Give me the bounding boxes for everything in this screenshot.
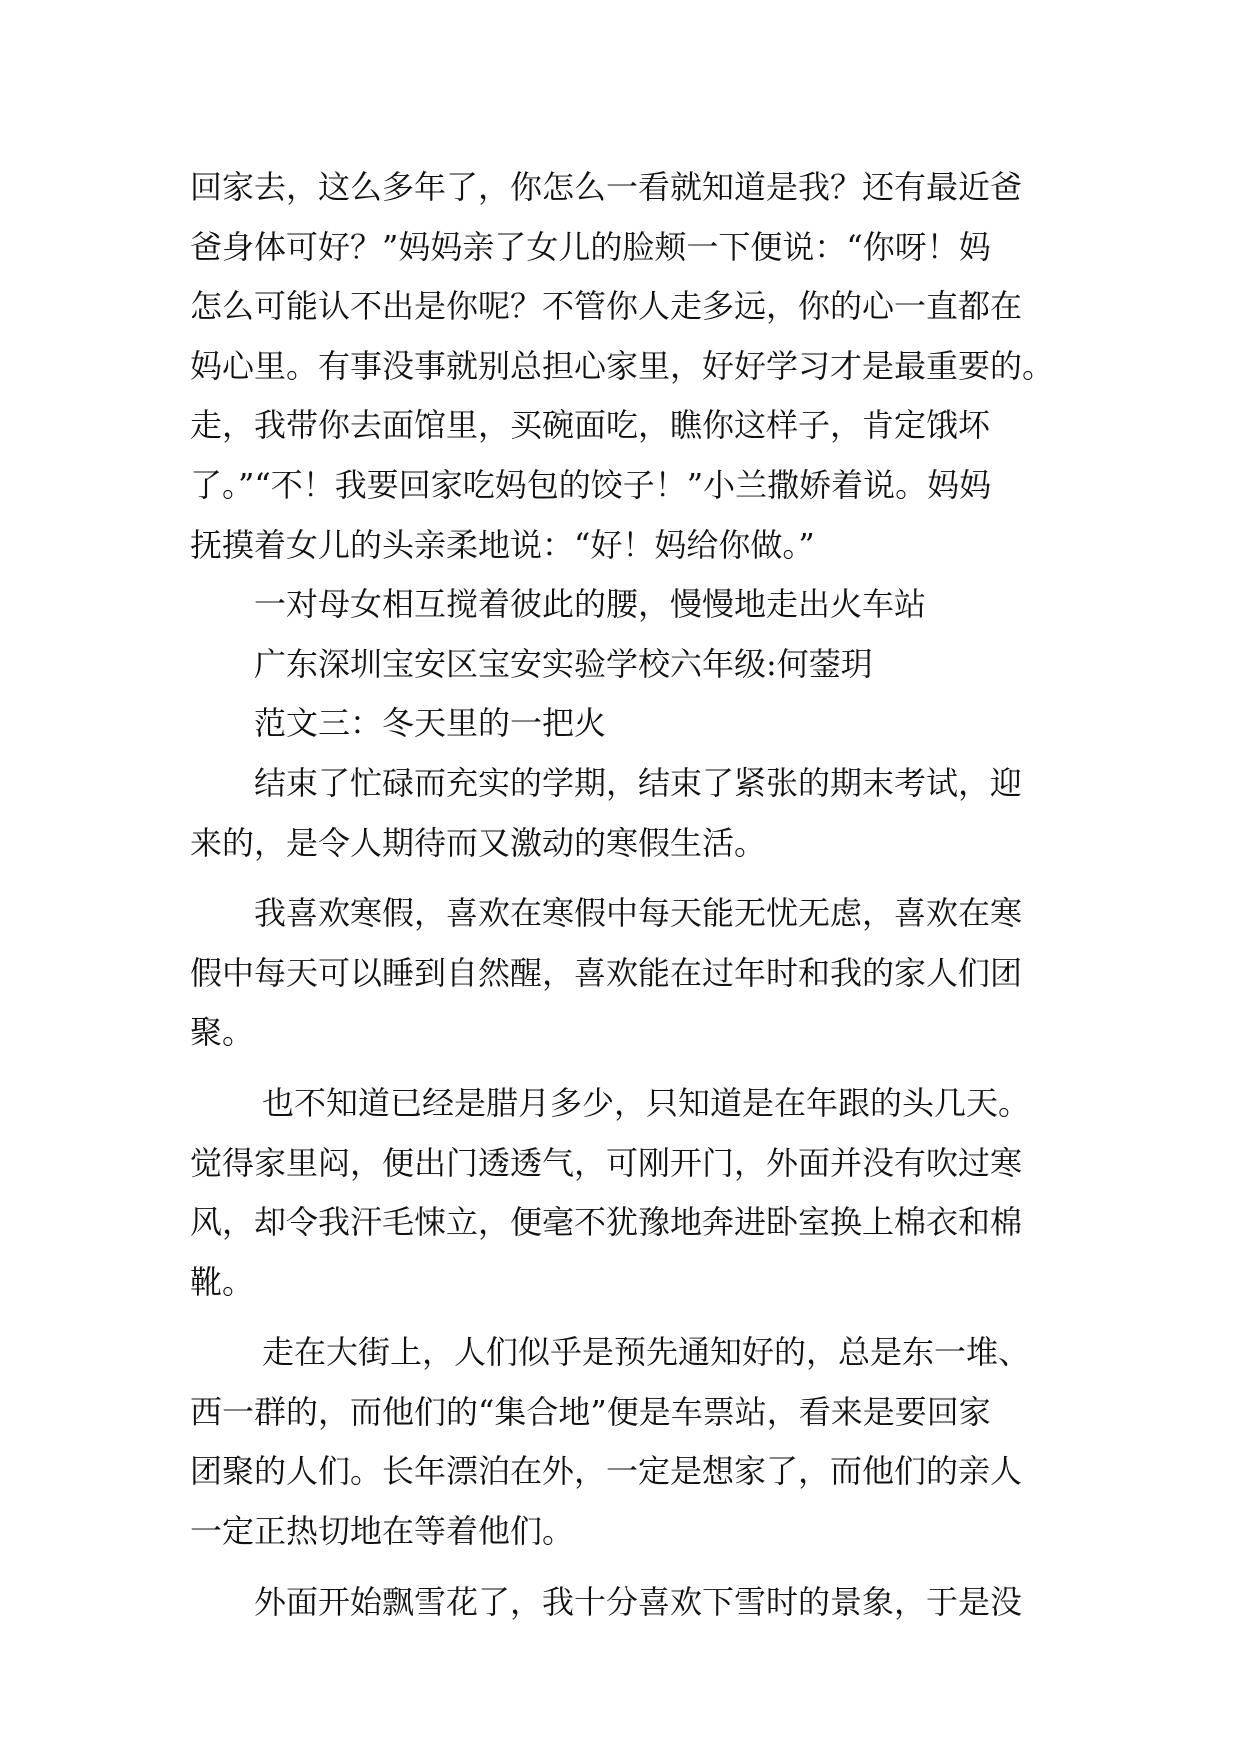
text-line: 觉得家里闷，便出门透透气，可刚开门，外面并没有吹过寒 (190, 1143, 1023, 1182)
text-line: 了。”“不！我要回家吃妈包的饺子！”小兰撒娇着说。妈妈 (190, 465, 992, 504)
text-line: 怎么可能认不出是你呢？不管你人走多远，你的心一直都在 (190, 287, 1023, 326)
text-line: 一对母女相互搅着彼此的腰，慢慢地走出火车站 (254, 585, 927, 624)
text-line: 走，我带你去面馆里，买碗面吃，瞧你这样子，肯定饿坏 (190, 406, 991, 445)
text-line: 假中每天可以睡到自然醒，喜欢能在过年时和我的家人们团 (190, 953, 1023, 992)
text-line: 外面开始飘雪花了，我十分喜欢下雪时的景象，于是没 (254, 1582, 1023, 1621)
text-line: 爸身体可好？”妈妈亲了女儿的脸颊一下便说：“你呀！妈 (190, 227, 991, 266)
text-line: 抚摸着女儿的头亲柔地说：“好！妈给你做。” (190, 525, 815, 564)
author-line: 广东深圳宝安区宝安实验学校六年级:何蓥玥 (254, 644, 873, 683)
text-line: 一定正热切地在等着他们。 (190, 1512, 575, 1551)
text-line: 走在大街上，人们似乎是预先通知好的，总是东一堆、 (262, 1333, 1031, 1372)
text-line: 团聚的人们。长年漂泊在外，一定是想家了，而他们的亲人 (190, 1452, 1023, 1491)
section-heading: 范文三：冬天里的一把火 (254, 704, 607, 743)
text-line: 妈心里。有事没事就别总担心家里，好好学习才是最重要的。 (190, 346, 1055, 385)
text-line: 靴。 (190, 1262, 255, 1301)
text-line: 聚。 (190, 1013, 255, 1052)
text-line: 也不知道已经是腊月多少，只知道是在年跟的头几天。 (262, 1083, 1031, 1122)
document-body (190, 158, 1060, 1632)
text-line: 我喜欢寒假，喜欢在寒假中每天能无忧无虑，喜欢在寒 (254, 894, 1023, 933)
text-line: 结束了忙碌而充实的学期，结束了紧张的期末考试，迎 (254, 763, 1023, 802)
text-line: 回家去，这么多年了，你怎么一看就知道是我？还有最近爸 (190, 168, 1023, 206)
text-line: 风，却令我汗毛悚立，便毫不犹豫地奔进卧室换上棉衣和棉 (190, 1203, 1023, 1242)
text-line: 来的，是令人期待而又激动的寒假生活。 (190, 823, 767, 862)
text-line: 西一群的，而他们的“集合地”便是车票站，看来是要回家 (190, 1392, 991, 1431)
